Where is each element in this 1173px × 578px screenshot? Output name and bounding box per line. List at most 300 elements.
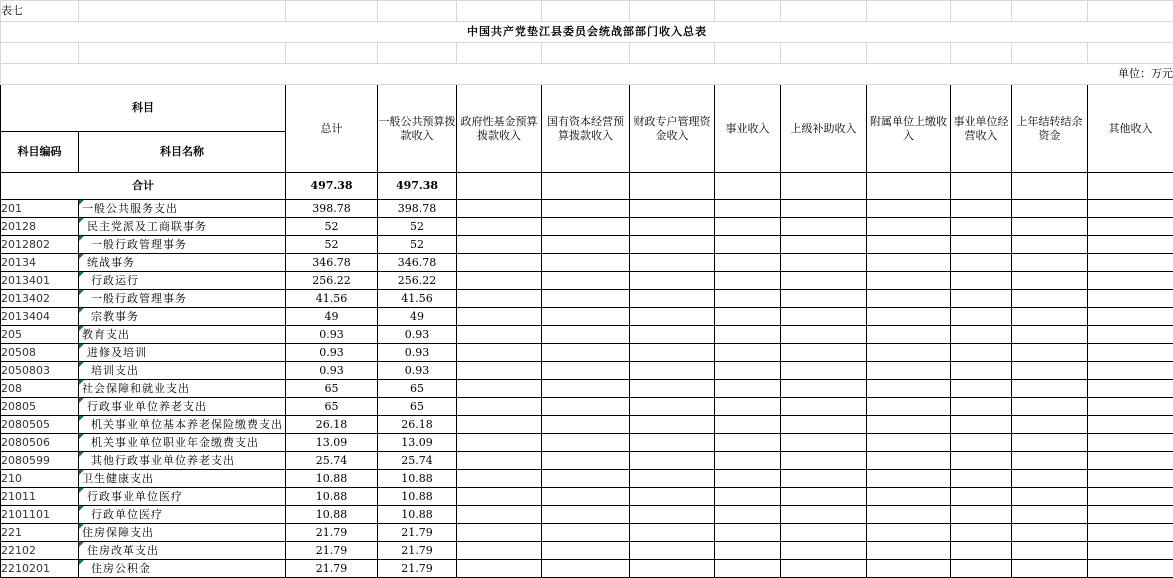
total-cell: 256.22 <box>286 272 378 290</box>
subject-name-text: 行政运行 <box>91 273 139 287</box>
subject-code-cell: 20134 <box>1 254 79 272</box>
table-row <box>1 326 1173 344</box>
header-affiliated-turnover: 附属单位上缴收入 <box>867 85 951 173</box>
empty-cell <box>781 236 867 254</box>
subject-name-text: 卫生健康支出 <box>82 471 154 485</box>
empty-cell <box>1012 398 1088 416</box>
empty-cell <box>542 434 630 452</box>
empty-cell <box>715 488 781 506</box>
empty-cell <box>630 524 715 542</box>
empty-cell <box>715 290 781 308</box>
subject-name-cell <box>79 542 286 560</box>
empty-cell <box>715 326 781 344</box>
empty-cell <box>630 362 715 380</box>
general-budget-cell: 52 <box>378 236 457 254</box>
empty-cell <box>1012 218 1088 236</box>
general-budget-cell: 49 <box>378 308 457 326</box>
subject-code-cell: 20128 <box>1 218 79 236</box>
empty-cell <box>1012 452 1088 470</box>
empty-cell <box>1088 290 1173 308</box>
subject-name-text: 进修及培训 <box>87 345 147 359</box>
empty-cell <box>457 308 542 326</box>
empty-cell <box>1012 470 1088 488</box>
empty-cell <box>1012 506 1088 524</box>
empty-cell <box>630 542 715 560</box>
empty-cell <box>457 542 542 560</box>
header-general-budget: 一般公共预算拨款收入 <box>378 85 457 173</box>
empty-cell <box>1012 290 1088 308</box>
empty-cell <box>542 362 630 380</box>
header-fiscal-special: 财政专户管理资金收入 <box>630 85 715 173</box>
empty-cell <box>867 470 951 488</box>
empty-cell <box>630 254 715 272</box>
general-budget-cell: 10.88 <box>378 506 457 524</box>
total-row-label: 合计 <box>1 173 286 200</box>
empty-cell <box>867 218 951 236</box>
empty-cell <box>951 236 1012 254</box>
empty-cell <box>1012 560 1088 578</box>
table-row <box>1 524 1173 542</box>
subject-name-text: 一般行政管理事务 <box>91 291 187 305</box>
subject-code-cell: 2080599 <box>1 452 79 470</box>
empty-cell <box>542 272 630 290</box>
empty-cell <box>951 434 1012 452</box>
empty-cell <box>781 398 867 416</box>
subject-code-cell: 2013401 <box>1 272 79 290</box>
empty-cell <box>951 254 1012 272</box>
subject-name-cell <box>79 362 286 380</box>
subject-code-cell: 2210201 <box>1 560 79 578</box>
table-row <box>1 344 1173 362</box>
subject-name-cell <box>79 398 286 416</box>
empty-cell <box>1012 200 1088 218</box>
empty-cell <box>781 380 867 398</box>
empty-cell <box>951 362 1012 380</box>
empty-cell <box>630 344 715 362</box>
total-cell: 41.56 <box>286 290 378 308</box>
empty-cell <box>951 308 1012 326</box>
empty-cell <box>457 290 542 308</box>
empty-cell <box>630 380 715 398</box>
empty-cell <box>715 200 781 218</box>
table-row <box>1 542 1173 560</box>
general-budget-cell: 65 <box>378 380 457 398</box>
total-cell: 0.93 <box>286 326 378 344</box>
general-budget-cell: 26.18 <box>378 416 457 434</box>
subject-name-text: 社会保障和就业支出 <box>82 381 190 395</box>
empty-cell <box>542 254 630 272</box>
subject-code-cell: 20805 <box>1 398 79 416</box>
empty-cell <box>1088 488 1173 506</box>
empty-cell <box>715 362 781 380</box>
empty-cell <box>781 542 867 560</box>
subject-name-text: 培训支出 <box>91 363 139 377</box>
empty-cell <box>630 416 715 434</box>
empty-cell <box>630 434 715 452</box>
empty-cell <box>951 560 1012 578</box>
empty-cell <box>1088 326 1173 344</box>
empty-cell <box>867 452 951 470</box>
empty-cell <box>951 326 1012 344</box>
subject-name-cell <box>79 524 286 542</box>
empty-cell <box>630 218 715 236</box>
empty-cell <box>951 272 1012 290</box>
empty-cell <box>951 344 1012 362</box>
empty-cell <box>951 416 1012 434</box>
empty-cell <box>542 218 630 236</box>
empty-cell <box>867 290 951 308</box>
empty-cell <box>781 344 867 362</box>
total-row-general-budget: 497.38 <box>378 173 457 200</box>
header-other-income: 其他收入 <box>1088 85 1173 173</box>
cell-comment-marker <box>79 524 84 529</box>
table-row <box>1 560 1173 578</box>
empty-cell <box>542 488 630 506</box>
general-budget-cell: 21.79 <box>378 524 457 542</box>
unit-label: 单位：万元 <box>1 64 1173 85</box>
empty-cell <box>715 434 781 452</box>
empty-cell <box>542 398 630 416</box>
total-cell: 13.09 <box>286 434 378 452</box>
empty-cell <box>1012 416 1088 434</box>
subject-name-text: 其他行政事业单位养老支出 <box>91 453 235 467</box>
empty-cell <box>715 416 781 434</box>
empty-cell <box>951 542 1012 560</box>
general-budget-cell: 0.93 <box>378 344 457 362</box>
general-budget-cell: 52 <box>378 218 457 236</box>
total-cell: 21.79 <box>286 560 378 578</box>
empty-cell <box>951 380 1012 398</box>
table-row <box>1 236 1173 254</box>
subject-name-cell <box>79 434 286 452</box>
cell-comment-marker <box>79 452 84 457</box>
general-budget-cell: 10.88 <box>378 488 457 506</box>
empty-cell <box>867 506 951 524</box>
empty-cell <box>715 236 781 254</box>
empty-cell <box>715 506 781 524</box>
empty-cell <box>1088 380 1173 398</box>
header-operating-income: 事业单位经营收入 <box>951 85 1012 173</box>
empty-cell <box>715 470 781 488</box>
table-row <box>1 398 1173 416</box>
subject-code-cell: 2101101 <box>1 506 79 524</box>
cell-comment-marker <box>79 398 84 403</box>
table-row <box>1 362 1173 380</box>
empty-cell <box>542 506 630 524</box>
cell-comment-marker <box>79 542 84 547</box>
empty-cell <box>457 254 542 272</box>
subject-name-cell <box>79 218 286 236</box>
subject-code-cell: 21011 <box>1 488 79 506</box>
cell-comment-marker <box>79 488 84 493</box>
empty-cell <box>867 434 951 452</box>
empty-cell <box>951 488 1012 506</box>
empty-cell <box>457 434 542 452</box>
empty-cell <box>951 290 1012 308</box>
subject-name-cell <box>79 272 286 290</box>
subject-name-text: 机关事业单位基本养老保险缴费支出 <box>91 417 283 431</box>
empty-cell <box>951 218 1012 236</box>
empty-cell <box>781 524 867 542</box>
empty-cell <box>1088 218 1173 236</box>
empty-cell <box>867 524 951 542</box>
total-row-total: 497.38 <box>286 173 378 200</box>
empty-cell <box>781 560 867 578</box>
subject-name-text: 民主党派及工商联事务 <box>87 219 207 233</box>
empty-cell <box>1088 236 1173 254</box>
subject-name-cell <box>79 470 286 488</box>
empty-cell <box>542 200 630 218</box>
empty-cell <box>951 524 1012 542</box>
empty-cell <box>1088 470 1173 488</box>
empty-cell <box>951 452 1012 470</box>
cell-comment-marker <box>79 218 84 223</box>
subject-name-cell <box>79 200 286 218</box>
empty-cell <box>867 254 951 272</box>
cell-comment-marker <box>79 362 84 367</box>
empty-cell <box>715 398 781 416</box>
total-cell: 21.79 <box>286 524 378 542</box>
subject-code-cell: 205 <box>1 326 79 344</box>
empty-cell <box>630 272 715 290</box>
empty-cell <box>1012 254 1088 272</box>
cell-comment-marker <box>79 560 84 565</box>
subject-code-cell: 20508 <box>1 344 79 362</box>
empty-cell <box>1012 542 1088 560</box>
header-subject-name: 科目名称 <box>79 132 286 173</box>
table-row <box>1 254 1173 272</box>
empty-cell <box>867 560 951 578</box>
empty-cell <box>867 308 951 326</box>
cell-comment-marker <box>79 416 84 421</box>
empty-cell <box>781 452 867 470</box>
empty-cell <box>542 470 630 488</box>
empty-cell <box>457 326 542 344</box>
empty-cell <box>1088 344 1173 362</box>
general-budget-cell: 398.78 <box>378 200 457 218</box>
empty-cell <box>630 470 715 488</box>
empty-cell <box>781 416 867 434</box>
total-cell: 52 <box>286 236 378 254</box>
total-cell: 25.74 <box>286 452 378 470</box>
empty-cell <box>542 308 630 326</box>
empty-cell <box>715 560 781 578</box>
total-cell: 52 <box>286 218 378 236</box>
empty-cell <box>630 290 715 308</box>
table-row <box>1 290 1173 308</box>
empty-cell <box>542 326 630 344</box>
empty-cell <box>457 272 542 290</box>
empty-cell <box>630 452 715 470</box>
subject-name-text: 一般公共服务支出 <box>82 201 178 215</box>
subject-name-text: 住房保障支出 <box>82 525 154 539</box>
subject-name-cell <box>79 380 286 398</box>
table-row <box>1 308 1173 326</box>
empty-cell <box>630 200 715 218</box>
general-budget-cell: 10.88 <box>378 470 457 488</box>
total-cell: 0.93 <box>286 344 378 362</box>
general-budget-cell: 21.79 <box>378 542 457 560</box>
empty-cell <box>715 254 781 272</box>
total-cell: 26.18 <box>286 416 378 434</box>
empty-cell <box>867 326 951 344</box>
empty-cell <box>542 542 630 560</box>
table-row <box>1 380 1173 398</box>
subject-name-cell <box>79 236 286 254</box>
table-row <box>1 416 1173 434</box>
empty-cell <box>630 236 715 254</box>
subject-code-cell: 2080506 <box>1 434 79 452</box>
subject-code-cell: 2013402 <box>1 290 79 308</box>
empty-cell <box>1088 524 1173 542</box>
empty-cell <box>457 470 542 488</box>
subject-name-cell <box>79 326 286 344</box>
empty-cell <box>457 398 542 416</box>
subject-name-text: 统战事务 <box>87 255 135 269</box>
total-cell: 398.78 <box>286 200 378 218</box>
empty-cell <box>1088 506 1173 524</box>
general-budget-cell: 0.93 <box>378 326 457 344</box>
subject-code-cell: 2080505 <box>1 416 79 434</box>
subject-name-text: 行政单位医疗 <box>91 507 163 521</box>
empty-cell <box>1012 434 1088 452</box>
empty-cell <box>781 434 867 452</box>
general-budget-cell: 41.56 <box>378 290 457 308</box>
empty-cell <box>867 380 951 398</box>
empty-cell <box>715 452 781 470</box>
empty-cell <box>1012 524 1088 542</box>
empty-cell <box>715 524 781 542</box>
empty-cell <box>457 200 542 218</box>
empty-cell <box>542 290 630 308</box>
cell-comment-marker <box>79 326 84 331</box>
empty-cell <box>781 488 867 506</box>
empty-cell <box>781 200 867 218</box>
general-budget-cell: 256.22 <box>378 272 457 290</box>
total-cell: 0.93 <box>286 362 378 380</box>
cell-comment-marker <box>79 272 84 277</box>
subject-name-cell <box>79 344 286 362</box>
subject-name-text: 住房公积金 <box>91 561 151 575</box>
header-subject-code: 科目编码 <box>1 132 79 173</box>
subject-name-cell <box>79 308 286 326</box>
subject-name-text: 行政事业单位医疗 <box>87 489 183 503</box>
subject-name-text: 住房改革支出 <box>87 543 159 557</box>
cell-comment-marker <box>79 200 84 205</box>
total-cell: 65 <box>286 380 378 398</box>
empty-cell <box>781 218 867 236</box>
empty-cell <box>1088 542 1173 560</box>
empty-cell <box>715 542 781 560</box>
empty-cell <box>1088 272 1173 290</box>
empty-cell <box>542 380 630 398</box>
empty-cell <box>1088 200 1173 218</box>
subject-code-cell: 201 <box>1 200 79 218</box>
total-cell: 65 <box>286 398 378 416</box>
subject-name-text: 一般行政管理事务 <box>91 237 187 251</box>
empty-cell <box>457 488 542 506</box>
subject-code-cell: 208 <box>1 380 79 398</box>
empty-cell <box>1088 560 1173 578</box>
empty-cell <box>867 488 951 506</box>
empty-cell <box>715 272 781 290</box>
total-cell: 10.88 <box>286 470 378 488</box>
empty-cell <box>542 344 630 362</box>
table-row <box>1 506 1173 524</box>
empty-cell <box>457 452 542 470</box>
empty-cell <box>457 218 542 236</box>
header-state-capital: 国有资本经营预算拨款收入 <box>542 85 630 173</box>
empty-cell <box>1088 416 1173 434</box>
empty-cell <box>1088 362 1173 380</box>
page-title: 中国共产党垫江县委员会统战部部门收入总表 <box>1 22 1173 43</box>
empty-cell <box>1088 308 1173 326</box>
empty-cell <box>781 506 867 524</box>
empty-cell <box>867 542 951 560</box>
empty-cell <box>781 308 867 326</box>
header-business-income: 事业收入 <box>715 85 781 173</box>
empty-cell <box>1012 308 1088 326</box>
table-row <box>1 452 1173 470</box>
table-row <box>1 272 1173 290</box>
subject-code-cell: 22102 <box>1 542 79 560</box>
total-cell: 346.78 <box>286 254 378 272</box>
subject-code-cell: 210 <box>1 470 79 488</box>
header-superior-subsidy: 上级补助收入 <box>781 85 867 173</box>
empty-cell <box>1012 344 1088 362</box>
subject-name-cell <box>79 488 286 506</box>
empty-cell <box>630 488 715 506</box>
empty-cell <box>715 380 781 398</box>
total-cell: 10.88 <box>286 506 378 524</box>
table-body <box>1 200 1173 578</box>
subject-name-cell <box>79 560 286 578</box>
empty-cell <box>457 236 542 254</box>
cell-comment-marker <box>79 290 84 295</box>
general-budget-cell: 25.74 <box>378 452 457 470</box>
empty-cell <box>1012 488 1088 506</box>
table-row <box>1 488 1173 506</box>
empty-cell <box>630 326 715 344</box>
empty-cell <box>457 344 542 362</box>
empty-cell <box>781 272 867 290</box>
empty-cell <box>951 398 1012 416</box>
empty-cell <box>781 470 867 488</box>
empty-cell <box>1088 254 1173 272</box>
cell-comment-marker <box>79 506 84 511</box>
empty-cell <box>457 416 542 434</box>
empty-cell <box>867 362 951 380</box>
empty-cell <box>715 308 781 326</box>
empty-cell <box>951 200 1012 218</box>
header-subject: 科目 <box>1 85 286 132</box>
empty-cell <box>715 218 781 236</box>
empty-cell <box>542 524 630 542</box>
empty-cell <box>630 308 715 326</box>
cell-comment-marker <box>79 254 84 259</box>
general-budget-cell: 21.79 <box>378 560 457 578</box>
subject-code-cell: 2012802 <box>1 236 79 254</box>
empty-cell <box>781 254 867 272</box>
empty-cell <box>457 380 542 398</box>
empty-cell <box>542 560 630 578</box>
empty-cell <box>457 506 542 524</box>
empty-cell <box>457 524 542 542</box>
cell-comment-marker <box>79 344 84 349</box>
empty-cell <box>630 398 715 416</box>
sheet-label: 表七 <box>1 1 79 22</box>
subject-code-cell: 2050803 <box>1 362 79 380</box>
